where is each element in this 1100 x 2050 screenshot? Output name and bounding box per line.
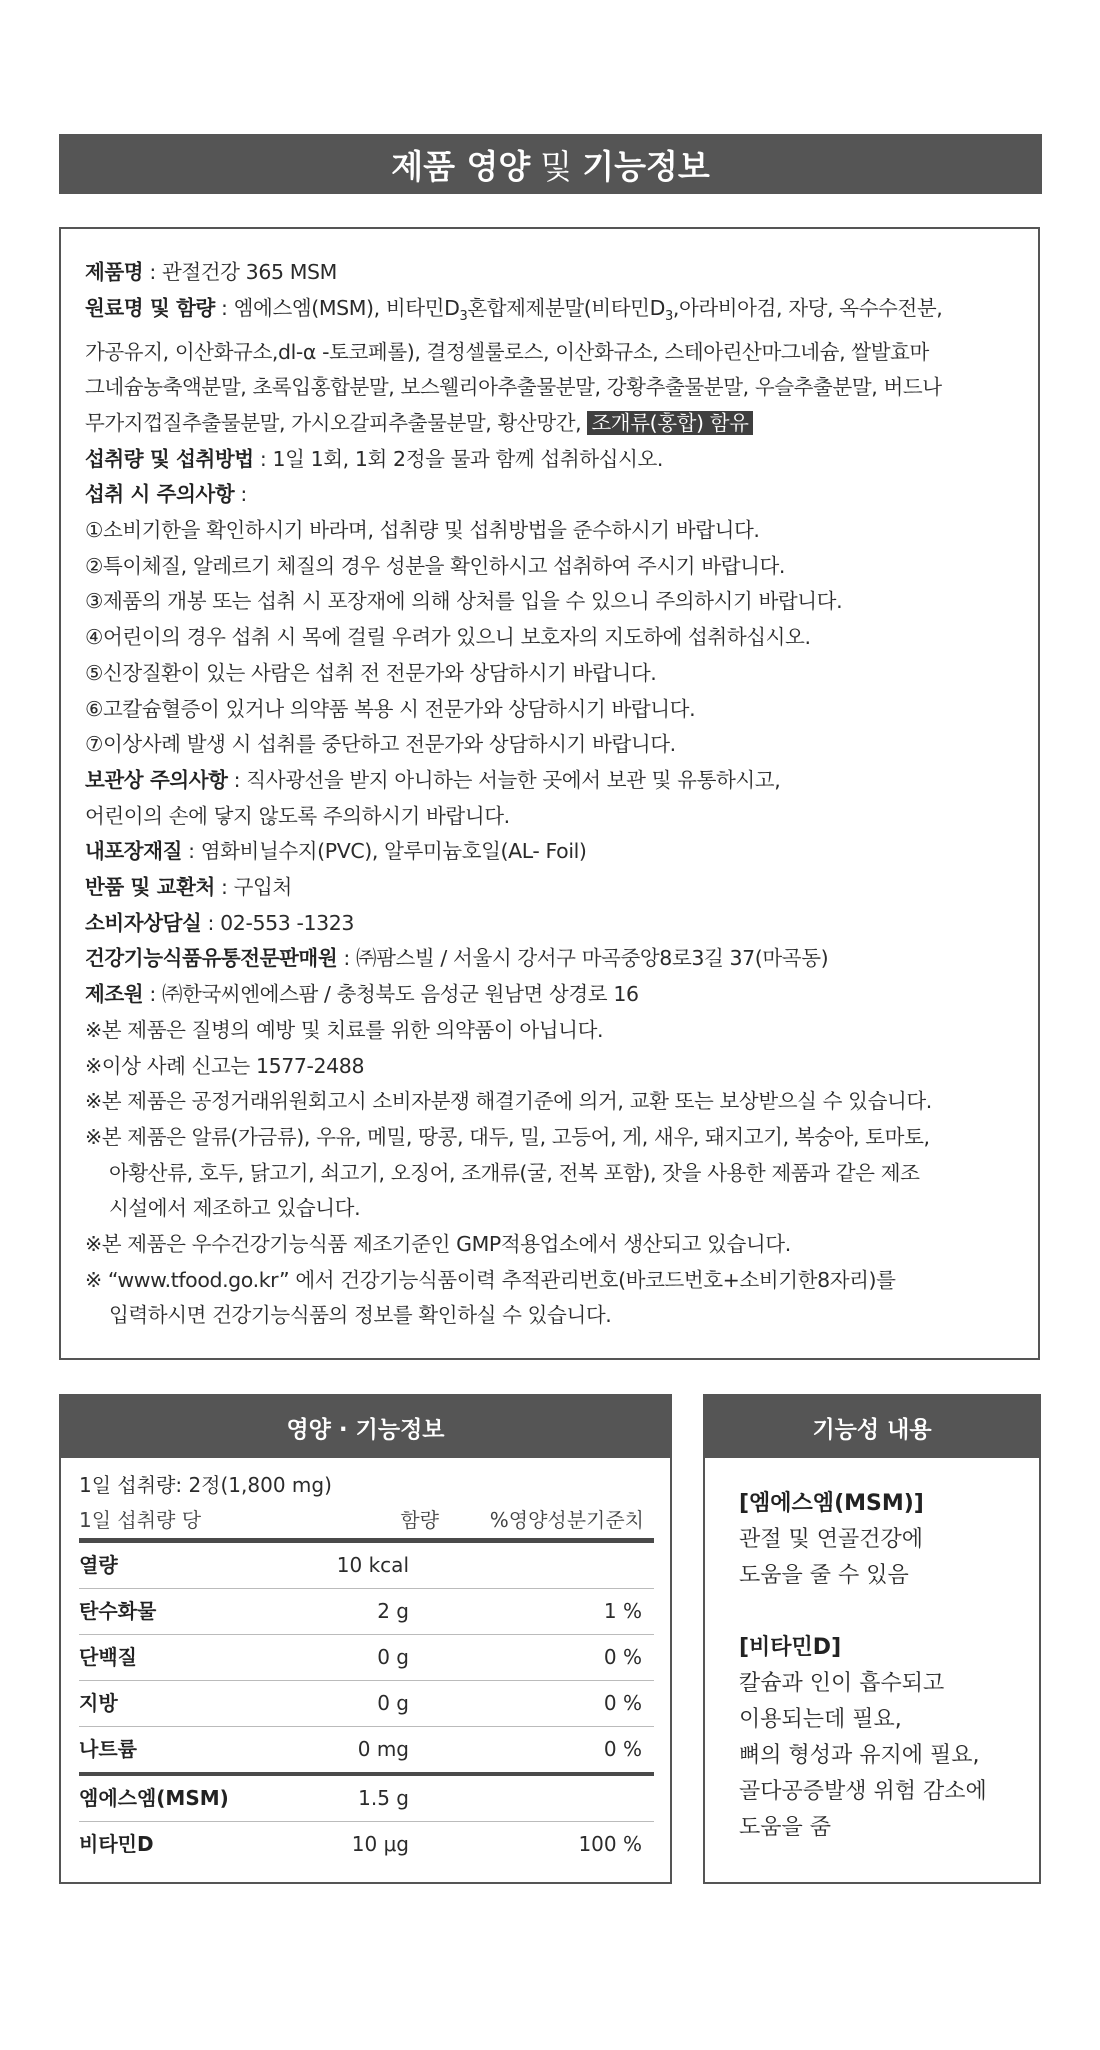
msm-line: 관절 및 연골건강에 <box>739 1527 924 1552</box>
nutrient-percent: 1 % <box>603 1599 642 1623</box>
consumer-label: 소비자상담실 <box>85 910 202 935</box>
table-row <box>79 1681 654 1727</box>
packaging-value: : 염화비닐수지(PVC), 알루미늄호일(AL- Foil) <box>182 839 587 864</box>
seller-line <box>85 941 1018 977</box>
vitd-heading: [비타민D] <box>739 1635 842 1660</box>
function-title: 기능성 내용 <box>705 1396 1039 1458</box>
title-part1: 제품 영양 <box>391 146 531 186</box>
return-line <box>85 870 1018 906</box>
header-amount: 함량 <box>400 1508 439 1532</box>
seller-label: 건강기능식품유통전문판매원 <box>85 946 338 971</box>
consumer-line <box>85 906 1018 942</box>
maker-line <box>85 977 1018 1013</box>
nutrient-amount: 10 μg <box>351 1832 409 1856</box>
table-row <box>79 1727 654 1776</box>
nutrition-box <box>59 1394 672 1884</box>
table-row <box>79 1776 654 1822</box>
caution-item: ①소비기한을 확인하시기 바라며, 섭취량 및 섭취방법을 준수하시기 바랍니다. <box>85 518 760 543</box>
nutrient-name: 단백질 <box>79 1645 137 1669</box>
ingredients-line-4 <box>85 406 1018 442</box>
caution-colon: : <box>234 482 247 507</box>
ingredients-text-1b: 혼합제제분말(비타민D <box>467 295 665 320</box>
consumer-phone: : 02-553 -1323 <box>201 910 355 935</box>
return-value: : 구입처 <box>214 875 292 900</box>
caution-item: ④어린이의 경우 섭취 시 목에 걸릴 우려가 있으니 보호자의 지도하에 섭취하십시오. <box>85 625 811 650</box>
return-label: 반품 및 교환처 <box>85 875 215 900</box>
nutrient-amount: 10 kcal <box>336 1553 409 1577</box>
nutrition-title: 영양 · 기능정보 <box>61 1396 670 1458</box>
note-line: ※ “www.tfood.go.kr” 에서 건강기능식품이력 추적관리번호(바코드번호+소비기한8자리)를 <box>85 1267 896 1292</box>
caution-item: ⑥고칼슘혈증이 있거나 의약품 복용 시 전문가와 상담하시기 바랍니다. <box>85 696 696 721</box>
nutrient-amount: 2 g <box>377 1599 409 1623</box>
nutrient-amount: 0 g <box>377 1691 409 1715</box>
nutrient-amount: 0 mg <box>357 1737 409 1761</box>
caution-item: ⑤신장질환이 있는 사람은 섭취 전 전문가와 상담하시기 바랍니다. <box>85 660 657 685</box>
subscript-2: 3 <box>664 308 673 324</box>
caution-heading <box>85 477 1018 513</box>
nutrient-name: 열량 <box>79 1553 118 1577</box>
nutrient-name: 엠에스엠(MSM) <box>79 1786 229 1810</box>
nutrient-name: 나트륨 <box>79 1737 137 1761</box>
caution-item: ③제품의 개봉 또는 섭취 시 포장재에 의해 상처를 입을 수 있으니 주의하시기 바랍니다. <box>85 589 843 614</box>
storage-value: : 직사광선을 받지 아니하는 서늘한 곳에서 보관 및 유통하시고, <box>227 767 781 792</box>
caution-item: ⑦이상사례 발생 시 섭취를 중단하고 전문가와 상담하시기 바랍니다. <box>85 732 676 757</box>
seller-value: : ㈜팜스빌 / 서울시 강서구 마곡중앙8로3길 37(마곡동) <box>337 946 829 971</box>
note-line: ※본 제품은 알류(가금류), 우유, 메밀, 땅콩, 대두, 밀, 고등어, 게, 새우, 돼지고기, 복숭아, 토마토, <box>85 1124 930 1149</box>
ingredients-line-2: 가공유지, 이산화규소,dl-α -토코페롤), 결정셀룰로스, 이산화규소, 스테아린산마그네슘, 쌀발효마 <box>85 339 929 364</box>
note-line-cont: 입력하시면 건강기능식품의 정보를 확인하실 수 있습니다. <box>109 1303 612 1328</box>
vitd-line: 골다공증발생 위험 감소에 <box>739 1779 987 1804</box>
note-line: ※본 제품은 우수건강기능식품 제조기준인 GMP적용업소에서 생산되고 있습니다. <box>85 1232 791 1257</box>
function-box <box>703 1394 1041 1884</box>
msm-heading: [엠에스엠(MSM)] <box>739 1491 924 1516</box>
note-line: ※본 제품은 질병의 예방 및 치료를 위한 의약품이 아닙니다. <box>85 1017 604 1042</box>
caution-item: ②특이체질, 알레르기 체질의 경우 성분을 확인하시고 섭취하여 주시기 바랍니다. <box>85 553 786 578</box>
nutrient-percent <box>409 1543 654 1588</box>
ingredients-text-1c: ,아라비아검, 자당, 옥수수전분, <box>672 295 943 320</box>
table-row <box>79 1543 654 1589</box>
nutrient-amount: 1.5 g <box>358 1786 409 1810</box>
product-name-value: : 관절건강 365 MSM <box>143 260 337 284</box>
note-line: ※이상 사례 신고는 1577-2488 <box>85 1053 365 1078</box>
subscript-1: 3 <box>459 308 468 324</box>
packaging-line <box>85 834 1018 870</box>
nutrient-percent: 0 % <box>603 1691 642 1715</box>
allergen-highlight: 조개류(홍합) 함유 <box>587 411 752 435</box>
ingredients-text-1a: : 엠에스엠(MSM), 비타민D <box>214 295 460 320</box>
note-line-cont: 아황산류, 호두, 닭고기, 쇠고기, 오징어, 조개류(굴, 전복 포함), 잣을 사용한 제품과 같은 제조 <box>109 1160 920 1185</box>
intake-line <box>85 442 1018 478</box>
serving-size: 1일 섭취량: 2정(1,800 mg) <box>79 1473 332 1497</box>
storage-line-2: 어린이의 손에 닿지 않도록 주의하시기 바랍니다. <box>85 803 510 828</box>
header-per-serving: 1일 섭취량 당 <box>79 1508 202 1532</box>
nutrient-percent <box>409 1776 654 1821</box>
ingredients-label: 원료명 및 함량 <box>85 295 215 320</box>
nutrient-percent: 0 % <box>603 1645 642 1669</box>
nutrition-header-row <box>79 1502 654 1543</box>
note-line: ※본 제품은 공정거래위원회고시 소비자분쟁 해결기준에 의거, 교환 또는 보상받으실 수 있습니다. <box>85 1089 932 1114</box>
storage-label: 보관상 주의사항 <box>85 767 228 792</box>
header-percent: %영양성분기준치 <box>489 1508 644 1532</box>
nutrient-percent: 0 % <box>603 1737 642 1761</box>
product-name-line <box>85 255 1018 291</box>
title-part2: 및 <box>540 146 573 186</box>
nutrient-amount: 0 g <box>377 1645 409 1669</box>
vitd-line: 도움을 줌 <box>739 1815 832 1840</box>
function-content <box>705 1458 1039 1846</box>
title-part3: 기능정보 <box>582 146 710 186</box>
note-line-cont: 시설에서 제조하고 있습니다. <box>109 1196 361 1221</box>
maker-value: : ㈜한국씨엔에스팜 / 충청북도 음성군 원남면 상경로 16 <box>143 982 639 1007</box>
ingredients-line-1 <box>85 291 1018 335</box>
storage-line-1 <box>85 763 1018 799</box>
nutrient-name: 탄수화물 <box>79 1599 157 1623</box>
ingredients-text-4: 무가지껍질추출물분말, 가시오갈피추출물분말, 황산망간, <box>85 410 582 435</box>
nutrient-percent: 100 % <box>578 1832 642 1856</box>
page-title <box>59 134 1042 194</box>
caution-label: 섭취 시 주의사항 <box>85 482 235 507</box>
table-row <box>79 1635 654 1681</box>
maker-label: 제조원 <box>85 982 144 1007</box>
vitd-line: 칼슘과 인이 흡수되고 <box>739 1671 945 1696</box>
intake-value: : 1일 1회, 1회 2정을 물과 함께 섭취하십시오. <box>253 446 663 471</box>
msm-line: 도움을 줄 수 있음 <box>739 1563 909 1588</box>
vitd-line: 이용되는데 필요, <box>739 1707 902 1732</box>
nutrition-table <box>61 1458 670 1867</box>
packaging-label: 내포장재질 <box>85 839 183 864</box>
nutrient-name: 비타민D <box>79 1832 154 1856</box>
nutrient-name: 지방 <box>79 1691 118 1715</box>
table-row <box>79 1822 654 1867</box>
product-name-label: 제품명 <box>85 260 144 284</box>
ingredients-line-3: 그네슘농축액분말, 초록입홍합분말, 보스웰리아추출물분말, 강황추출물분말, 우슬추출분말, 버드나 <box>85 375 942 400</box>
product-info-box <box>59 227 1040 1360</box>
vitd-line: 뼈의 형성과 유지에 필요, <box>739 1743 980 1768</box>
intake-label: 섭취량 및 섭취방법 <box>85 446 254 471</box>
table-row <box>79 1589 654 1635</box>
